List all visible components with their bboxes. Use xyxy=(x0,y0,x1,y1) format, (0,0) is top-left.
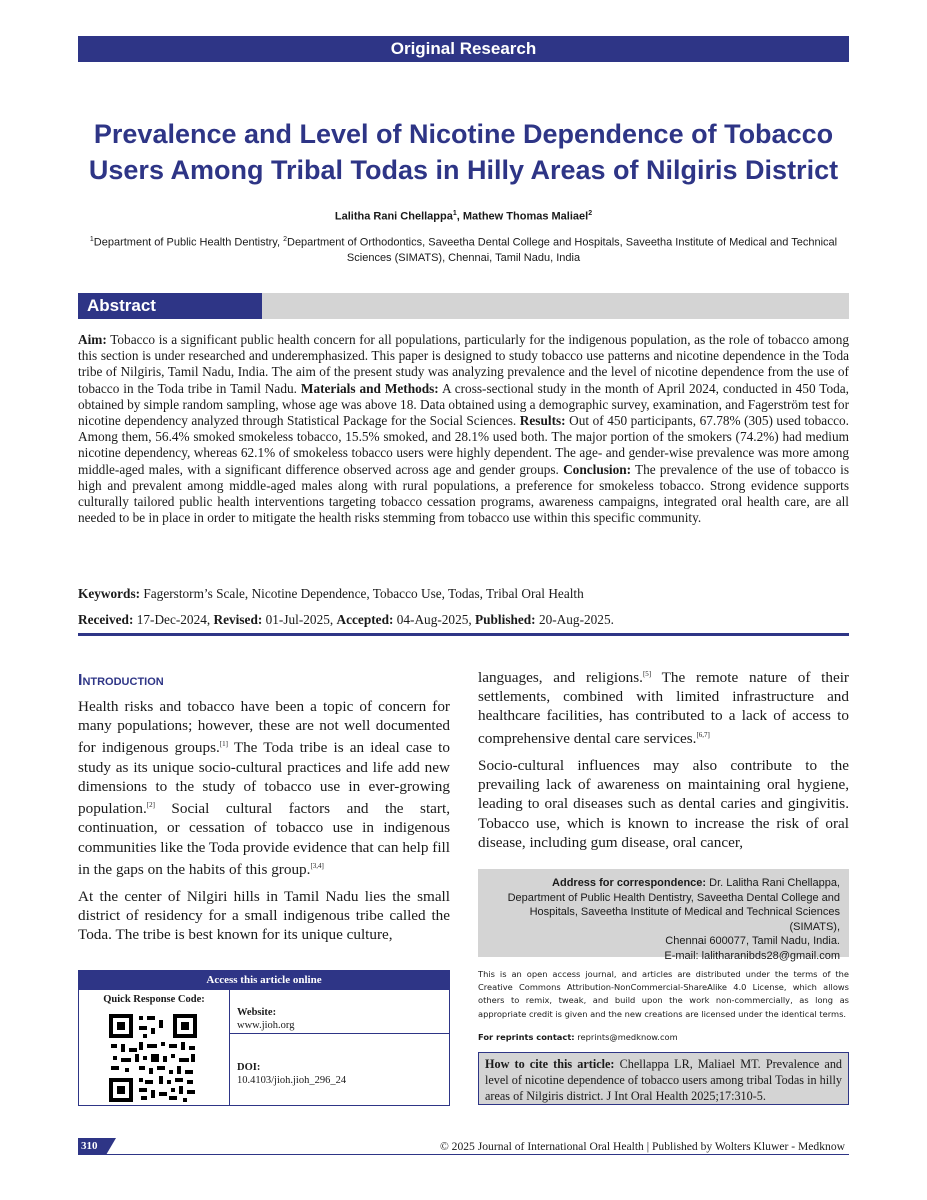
keywords: Keywords: Fagerstorm’s Scale, Nicotine Dependence, Tobacco Use, Todas, Tribal Oral Health xyxy=(78,586,584,601)
access-divider xyxy=(229,990,230,1105)
reprints-email[interactable]: reprints@medknow.com xyxy=(574,1032,678,1042)
footer-rule xyxy=(78,1154,849,1155)
section-banner: Original Research xyxy=(78,36,849,62)
reprints-contact: For reprints contact: reprints@medknow.com xyxy=(478,1032,678,1042)
website-link[interactable]: www.jioh.org xyxy=(237,1020,295,1031)
abstract-heading: Abstract xyxy=(78,293,262,319)
qr-code-icon[interactable] xyxy=(109,1014,197,1102)
article-title: Prevalence and Level of Nicotine Dependence of Tobacco Users Among Tribal Todas in Hilly Areas of Nilgiris District xyxy=(88,119,839,185)
license-text: This is an open access journal, and articles are distributed under the terms of the Creative Commons Attribution-NonCommercial-ShareAlike 4.0 License, which allows others to remix, tweak, and build upon the work non-commercially, as long as appropriate credit is given and the new creations are licensed under the identical terms. xyxy=(478,969,849,1019)
abstract-text: Aim: Tobacco is a significant public health concern for all populations, particularly for the indigenous population, as the role of tobacco among this section is under researched and underemphasized. This paper is designed to study tobacco use patterns and nicotine dependence in the Toda tribe of Nilgiris, Tamil Nadu, India. The aim of the present study was analyzing prevalence and the level of nicotine dependence from the use of tobacco in the Toda tribe in Tamil Nadu. Materials and Methods: A cross-sectional study in the month of April 2024, conducted in 450 Toda, obtained by simple random sampling, whose age was above 18. Data obtained using a demographic survey, examination, and Fagerström test for nicotine dependency analyzed through Statistical Package for the Social Sciences. Results: Out of 450 participants, 67.78% (305) used tobacco. Among them, 56.4% smoked smokeless tobacco, 15.5% smoked, and 28.1% used both. The major portion of the smokers (74.2%) had medium nicotine dependency, whereas 62.1% of smokeless tobacco users were highly dependent. The age- and gender-wise prevalence was more among middle-aged males, with a significant difference observed across age and gender groups. Conclusion: The prevalence of the use of tobacco is high and prevalent among middle-aged males along with rural populations, a preference for smokeless tobacco. Strong evidence supports culturally tailored public health interventions targeting tobacco cessation programs, awareness campaigns, integrated oral health care, are all needed to be in place in order to mitigate the health risks stemming from tobacco use within this specific community. xyxy=(78,332,850,526)
paragraph: At the center of Nilgiri hills in Tamil Nadu lies the small district of residency for a small indigenous tribe called the Toda. The tribe is best known for its unique culture, xyxy=(78,888,450,944)
access-divider xyxy=(230,1033,449,1034)
paragraph: languages, and religions.[5] The remote nature of their settlements, combined with limited infrastructure and healthcare facilities, has contributed to a lack of access to comprehensive dental care services.[6,7] xyxy=(478,669,849,747)
correspondence-email[interactable]: E-mail: lalitharanibds28@gmail.com xyxy=(664,949,840,962)
page-number: 310 xyxy=(78,1138,106,1155)
body-column-left xyxy=(78,697,450,953)
doi-label: DOI: xyxy=(237,1062,261,1073)
author-name: Lalitha Rani Chellappa xyxy=(334,210,453,223)
access-heading: Access this article online xyxy=(79,971,449,990)
author-line: Lalitha Rani Chellappa$^1$, Mathew Thomas Maliael$^2$ xyxy=(334,210,593,223)
paragraph: Health risks and tobacco have been a topic of concern for many populations; however, these are not well documented for indigenous groups.[1] The Toda tribe is an ideal case to study as its unique socio-cultural practices and life add new dimensions to the study of tobacco use in ever-growing population.[2] Social cultural factors and the start, continuation, or cessation of tobacco use in indigenous communities like the Toda provide evidence that can help fill in the gaps on the habits of this group.[3,4] xyxy=(78,698,450,878)
qr-label: Quick Response Code: xyxy=(103,994,205,1005)
correspondence-box: Address for correspondence: Dr. Lalitha Rani Chellappa, Department of Public Health Dentistry, Saveetha Dental College and Hospitals, Saveetha Institute of Medical and Technical Sciences (SIMATS), Chennai 600077, Tamil Nadu, India. E-mail: lalitharanibds28@gmail.com xyxy=(478,869,849,957)
doi-link[interactable]: 10.4103/jioh.jioh_296_24 xyxy=(237,1075,347,1086)
author-sup: 1 xyxy=(452,210,457,217)
citation-box: How to cite this article: Chellappa LR, Maliael MT. Prevalence and level of nicotine dependence of tobacco users among tribal Todas in hilly areas of Nilgiris district. J Int Oral Health 2025;17:310-5. xyxy=(478,1052,849,1105)
access-article-box xyxy=(78,970,450,1106)
footer-copyright: © 2025 Journal of International Oral Health | Published by Wolters Kluwer - Medknow xyxy=(439,1140,845,1153)
article-dates: Received: 17-Dec-2024, Revised: 01-Jul-2025, Accepted: 04-Aug-2025, Published: 20-Aug-2025. xyxy=(78,612,614,627)
section-divider xyxy=(78,633,849,636)
website-label: Website: xyxy=(237,1007,277,1018)
author-sup: 2 xyxy=(588,210,593,217)
paragraph: Socio-cultural influences may also contribute to the prevailing lack of awareness on maintaining oral hygiene, leading to oral diseases such as dental caries and gingivitis. Tobacco use, which is known to increase the risk of oral disease, including gum disease, oral cancer, xyxy=(478,756,849,851)
affiliations: $^1$Department of Public Health Dentistry, $^2$Department of Orthodontics, Saveetha Dental College and Hospitals, Saveetha Institute of Medical and Technical Sciences (SIMATS), Chennai, Tamil Nadu, India xyxy=(89,236,838,264)
body-column-right xyxy=(478,665,849,860)
introduction-heading: Introduction xyxy=(78,672,164,689)
author-name: Mathew Thomas Maliael xyxy=(462,210,589,223)
